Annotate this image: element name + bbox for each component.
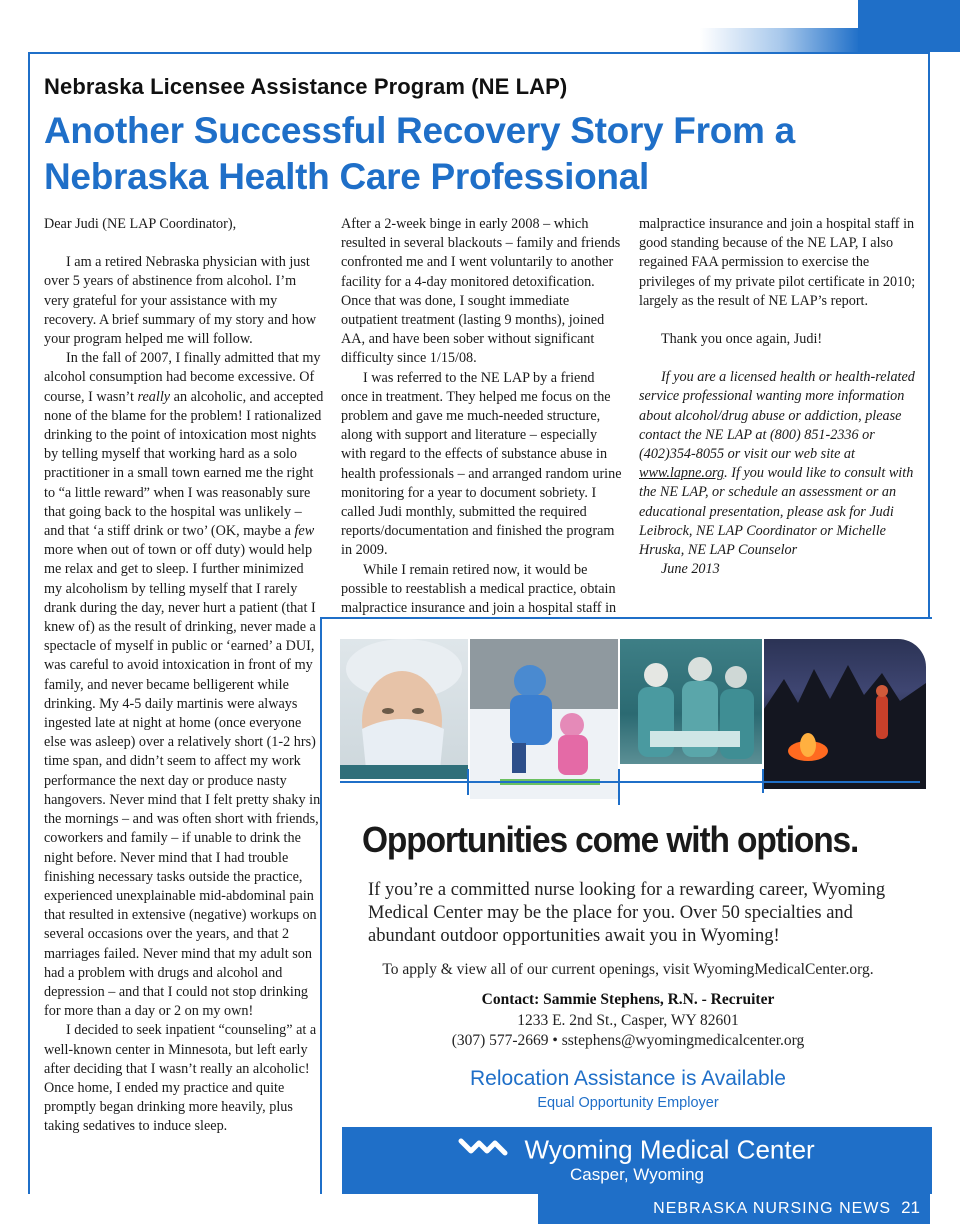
letter-paragraph-1: I am a retired Nebraska physician with just over 5 years of abstinence from alcohol. I’m very grateful for your assistance with my recovery. A brief summary of my story and how your program helped me will follow.: [44, 254, 317, 348]
wmc-logo-name: Wyoming Medical Center: [524, 1134, 815, 1165]
letter-closing: Thank you once again, Judi!: [661, 331, 823, 348]
letter-salutation: Dear Judi (NE LAP Coordinator),: [44, 216, 237, 232]
text-run: If you are a licensed health or health-related service professional wanting more information about alcohol/drug abuse or addiction, please contact the NE LAP at (800) 851-2336 or (402)354-8055 or visit our web site at: [639, 369, 915, 463]
footer-publication: NEBRASKA NURSING NEWS: [653, 1200, 892, 1217]
children-sledding-photo: [470, 639, 618, 799]
campfire-night-photo: [764, 639, 926, 789]
article-column-2: [341, 215, 623, 617]
footer-text: [653, 1198, 920, 1218]
text-run: . If you would like to consult with the NE LAP, or schedule an assessment or an educational presentation, please ask for Judi Leibrock, NE LAP Coordinator or Michelle Hruska, NE LAP Counselor: [639, 465, 914, 559]
ad-headline: Opportunities come with options.: [362, 819, 859, 860]
ad-tick-mark: [762, 769, 764, 793]
article-column-3: [639, 215, 921, 579]
article-headline: Another Successful Recovery Story From a Nebraska Health Care Professional: [44, 110, 795, 197]
ad-tick-mark: [618, 769, 620, 805]
letter-paragraph-4: After a 2-week binge in early 2008 – which resulted in several blackouts – family and friends confronted me and I went voluntarily to another facility for a 4-day monitored detoxification. Once that was done, I sought immediate outpatient treatment (lasting 9 months), joined AA, and have been sober without significant difficulty since 1/15/08.: [341, 216, 621, 367]
letter-paragraph-6-continued: malpractice insurance and join a hospital staff in good standing because of the NE LAP, I also regained FAA permission to exercise the privileges of my private pilot certificate in 2010; largely as the result of NE LAP’s report.: [639, 216, 916, 309]
ad-relocation-note: Relocation Assistance is Available: [470, 1067, 786, 1090]
ad-logo-band: [342, 1127, 932, 1194]
nurse-mask-photo: [340, 639, 468, 779]
header-corner-block: [858, 0, 960, 52]
ad-apply-line: To apply & view all of our current openings, visit WyomingMedicalCenter.org.: [382, 961, 874, 978]
contact-note: [639, 368, 921, 560]
ad-tick-mark: [467, 769, 469, 795]
letter-paragraph-6: While I remain retired now, it would be possible to reestablish a medical practice, obtain malpractice insurance and join a hospital staff in: [341, 561, 617, 617]
text-run: In the fall of 2007, I finally admitted that my alcohol consumption had become excessive. Of course, I wasn’t: [44, 350, 321, 405]
surgery-team-photo: [620, 639, 762, 764]
letter-paragraph-3: I decided to seek inpatient “counseling” at a well-known center in Minnesota, but left early after deciding that I wasn’t really an alcoholic! Once home, I ended my practice and quite promptly began drinking more heavily, plus taking sedatives to induce sleep.: [44, 1022, 317, 1135]
text-run: more when out of town or off duty) would help me relax and get to sleep. I further minimized my alcoholism by telling myself that I rarely drank during the day, never hurt a patient (that I knew of) as the result of drinking, never made a spectacle of myself in public or ‘earned’ a DUI, was careful to avoid intoxication in front of my family, and never became belligerent while drinking. My 4-5 daily martinis were always ingested late at night at home (once everyone else was asleep) over a relatively short (1-2 hrs) time span, and didn’t seem to affect my work performance the next day or produce nasty hangovers. Never mind that I felt pretty shaky in the mornings – and was often short with friends, coworkers and family – if unable to drink the night before. Never mind that I had trouble finishing necessary tasks outside the practice, experienced unexplainable mid-abdominal pain that resulted in extensive (negative) workups on several occasions over the years, and that 2 marriages failed. Never mind that my adult son had a problem with drugs and alcohol and depression – and that I could not stop drinking for more than a day or 2 on my own!: [44, 542, 321, 1020]
website-link[interactable]: www.lapne.org: [639, 465, 725, 482]
ad-eoe-note: Equal Opportunity Employer: [537, 1095, 719, 1111]
emphasis: really: [137, 388, 171, 405]
header-gradient-bar: [700, 28, 860, 52]
advertisement: [320, 617, 932, 1194]
letter-paragraph-5: I was referred to the NE LAP by a friend once in treatment. They helped me focus on the problem and gave me much-needed structure, along with support and literature – especially with regard to the effects of substance abuse in health professionals – and arranged random urine monitoring for a year to document sobriety. I called Judi monthly, submitted the required reports/documentation and finished the program in 2009.: [341, 369, 622, 559]
ad-body-text: If you’re a committed nurse looking for a rewarding career, Wyoming Medical Center may be the place for you. Over 50 specialties and abundant outdoor opportunities await you in Wyoming!: [368, 880, 886, 946]
letter-paragraph-2: [44, 349, 324, 1021]
ad-phone-email: (307) 577-2669 • sstephens@wyomingmedicalcenter.org: [451, 1032, 805, 1049]
text-run: an alcoholic, and accepted none of the blame for the problem! I rationalized drinking to the point of intoxication most nights by telling myself that working hard as a solo practitioner in a small town earned me the right to “a little reward” when I was reasonably sure that going back to the hospital was unlikely – and that ‘a stiff drink or two’ (OK, maybe a: [44, 388, 324, 540]
ad-address: 1233 E. 2nd St., Casper, WY 82601: [517, 1012, 739, 1029]
article-kicker: Nebraska Licensee Assistance Program (NE LAP): [44, 74, 568, 99]
page-footer: [538, 1194, 930, 1224]
wmc-logo: [342, 1133, 932, 1166]
emphasis: few: [294, 523, 315, 540]
wmc-logo-icon: [459, 1135, 509, 1166]
wmc-logo-city: Casper, Wyoming: [569, 1165, 704, 1184]
ad-contact-name: Contact: Sammie Stephens, R.N. - Recruiter: [481, 991, 775, 1008]
letter-date: June 2013: [661, 561, 720, 578]
article-column-1: [44, 215, 324, 1137]
page-number: 21: [901, 1198, 920, 1217]
ad-divider-line: [340, 781, 920, 783]
